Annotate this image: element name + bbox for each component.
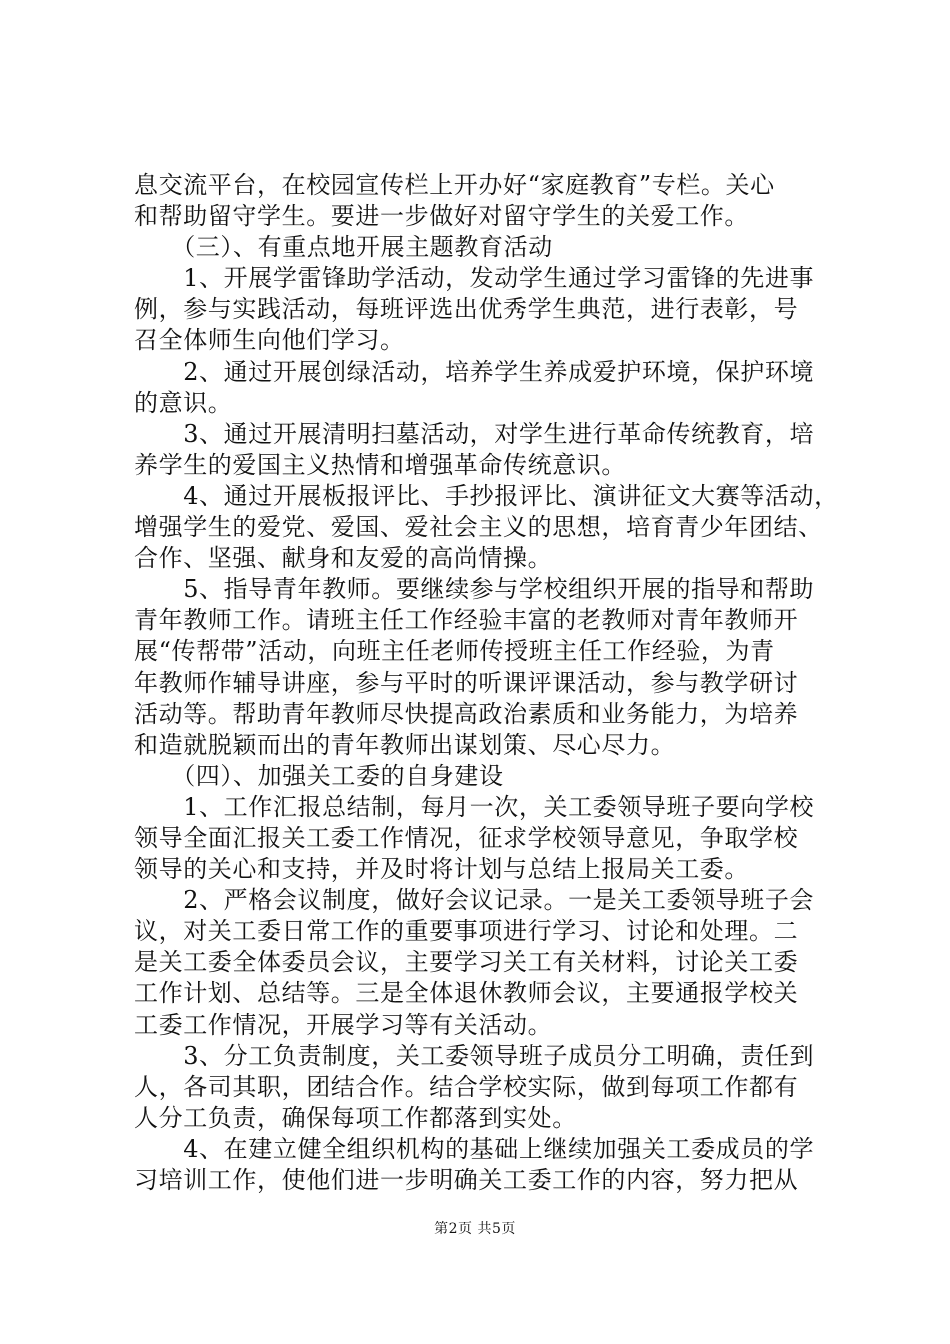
text-line: 人，各司其职，团结合作。结合学校实际，做到每项工作都有 — [134, 1072, 799, 1101]
text-line: 展“传帮带”活动，向班主任老师传授班主任工作经验，为青 — [134, 637, 775, 666]
text-line: 和帮助留守学生。要进一步做好对留守学生的关爱工作。 — [134, 202, 749, 231]
text-line: 合作、坚强、献身和友爱的高尚情操。 — [134, 544, 553, 573]
text-line: 3、分工负责制度，关工委领导班子成员分工明确，责任到 — [134, 1041, 815, 1070]
text-line: 的意识。 — [134, 388, 233, 417]
page-number-footer: 第2页 共5页 — [434, 1221, 516, 1237]
text-line: 4、通过开展板报评比、手抄报评比、演讲征文大赛等活动， — [134, 481, 839, 510]
text-line: 增强学生的爱党、爱国、爱社会主义的思想，培育青少年团结、 — [134, 513, 823, 542]
text-line: 1、工作汇报总结制，每月一次，关工委领导班子要向学校 — [134, 792, 815, 821]
text-line: 领导全面汇报关工委工作情况，征求学校领导意见，争取学校 — [134, 823, 799, 852]
text-line: 领导的关心和支持，并及时将计划与总结上报局关工委。 — [134, 855, 749, 884]
text-line: 青年教师工作。请班主任工作经验丰富的老教师对青年教师开 — [134, 606, 799, 635]
text-line: 例，参与实践活动，每班评选出优秀学生典范，进行表彰，号 — [134, 295, 799, 324]
document-body — [134, 170, 839, 1196]
text-line: 1、开展学雷锋助学活动，发动学生通过学习雷锋的先进事 — [134, 264, 815, 293]
section-heading: （四）、加强关工委的自身建设 — [134, 761, 504, 790]
text-line: 活动等。帮助青年教师尽快提高政治素质和业务能力，为培养 — [134, 699, 799, 728]
text-line: 召全体师生向他们学习。 — [134, 326, 405, 355]
text-line: 议，对关工委日常工作的重要事项进行学习、讨论和处理。二 — [134, 917, 799, 946]
text-line: 工作计划、总结等。三是全体退休教师会议，主要通报学校关 — [134, 979, 799, 1008]
text-line: 养学生的爱国主义热情和增强革命传统意识。 — [134, 450, 626, 479]
text-line: 3、通过开展清明扫墓活动，对学生进行革命传统教育，培 — [134, 419, 815, 448]
text-line: 习培训工作，使他们进一步明确关工委工作的内容，努力把从 — [134, 1166, 799, 1194]
text-line: 人分工负责，确保每项工作都落到实处。 — [134, 1103, 577, 1132]
text-line: 年教师作辅导讲座，参与平时的听课评课活动，参与教学研讨 — [134, 668, 799, 697]
text-line: 2、严格会议制度，做好会议记录。一是关工委领导班子会 — [134, 886, 815, 915]
text-line: 息交流平台，在校园宣传栏上开办好“家庭教育”专栏。关心 — [134, 171, 775, 199]
text-line: 4、在建立健全组织机构的基础上继续加强关工委成员的学 — [134, 1134, 815, 1163]
text-line: 工委工作情况，开展学习等有关活动。 — [134, 1010, 553, 1039]
text-line: 5、指导青年教师。要继续参与学校组织开展的指导和帮助 — [134, 575, 815, 604]
text-line: 2、通过开展创绿活动，培养学生养成爱护环境，保护环境 — [134, 357, 815, 386]
text-line: 是关工委全体委员会议，主要学习关工有关材料，讨论关工委 — [134, 948, 799, 977]
section-heading: （三）、有重点地开展主题教育活动 — [134, 233, 553, 262]
text-line: 和造就脱颖而出的青年教师出谋划策、尽心尽力。 — [134, 730, 676, 759]
